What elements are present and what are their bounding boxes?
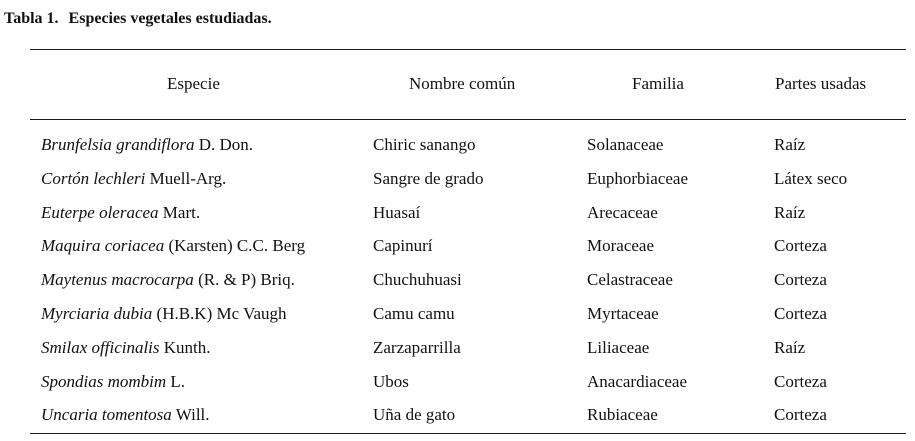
header-especie: Especie: [167, 74, 220, 93]
common-name-cell: Capinurí: [373, 236, 433, 256]
table-row: [0, 337, 915, 371]
species-name: Uncaria tomentosa: [41, 405, 172, 425]
part-used-cell: Corteza: [774, 303, 827, 323]
table-row: [0, 269, 915, 303]
species-authority: Muell-Arg.: [149, 168, 227, 188]
species-cell: [41, 372, 185, 392]
species-name: Maquira coriacea: [41, 236, 165, 256]
species-cell: [41, 169, 226, 189]
part-used-cell: Corteza: [774, 371, 827, 391]
table-row: [0, 202, 915, 236]
common-name-cell: Chuchuhuasi: [373, 270, 462, 290]
table-row: [0, 168, 915, 202]
table-row: [0, 235, 915, 269]
common-name-cell: Huasaí: [373, 202, 421, 222]
header-partes-usadas: Partes usadas: [775, 74, 867, 93]
family-cell: Euphorbiaceae: [587, 168, 688, 188]
table-title: Especies vegetales estudiadas.: [68, 10, 272, 27]
species-authority: L.: [170, 371, 186, 391]
table-row: [0, 371, 915, 405]
species-cell: [41, 405, 210, 425]
common-name-cell: Sangre de grado: [373, 168, 484, 188]
species-name: Euterpe oleracea: [41, 202, 159, 222]
common-name-cell: Zarzaparrilla: [373, 337, 461, 357]
header-nombre-comun: Nombre común: [409, 74, 516, 93]
species-authority: Mart.: [162, 202, 201, 222]
species-cell: [41, 203, 200, 223]
family-cell: Liliaceae: [587, 337, 650, 357]
part-used-cell: Corteza: [774, 236, 827, 256]
species-name: Smilax officinalis: [41, 337, 160, 357]
family-cell: Celastraceae: [587, 270, 673, 290]
part-used-cell: Raíz: [774, 337, 806, 357]
species-authority: (H.B.K) Mc Vaugh: [156, 303, 287, 323]
family-cell: Solanaceae: [587, 135, 664, 154]
family-cell: Arecaceae: [587, 202, 658, 222]
species-name: Spondias mombim: [41, 371, 167, 391]
bottom-rule: [30, 433, 906, 434]
species-name: Maytenus macrocarpa: [41, 270, 194, 290]
part-used-cell: Látex seco: [774, 168, 848, 188]
part-used-cell: Corteza: [774, 270, 827, 290]
common-name-cell: Camu camu: [373, 303, 455, 323]
species-authority: Kunth.: [163, 337, 211, 357]
family-cell: Moraceae: [587, 236, 655, 256]
table-body: [0, 134, 915, 438]
common-name-cell: Ubos: [373, 371, 409, 391]
species-cell: [41, 236, 305, 256]
species-cell: [41, 135, 253, 155]
part-used-cell: Corteza: [774, 405, 827, 425]
part-used-cell: Raíz: [774, 202, 806, 222]
table-row: [0, 134, 915, 168]
species-name: Brunfelsia grandiflora: [41, 135, 195, 154]
table-number: Tabla 1.: [4, 10, 59, 27]
header-familia: Familia: [632, 74, 684, 93]
species-authority: Will.: [175, 405, 210, 425]
species-authority: D. Don.: [198, 135, 254, 154]
table-caption: [4, 10, 272, 28]
common-name-cell: Uña de gato: [373, 405, 456, 425]
table-header: [0, 74, 915, 94]
species-cell: [41, 270, 295, 290]
family-cell: Anacardiaceae: [587, 371, 688, 391]
part-used-cell: Raíz: [774, 135, 806, 154]
species-name: Myrciaria dubia: [41, 303, 153, 323]
species-cell: [41, 338, 211, 358]
species-cell: [41, 304, 287, 324]
species-authority: (R. & P) Briq.: [198, 270, 295, 290]
species-name: Cortón lechleri: [41, 168, 146, 188]
table-row: [0, 303, 915, 337]
family-cell: Myrtaceae: [587, 303, 659, 323]
species-authority: (Karsten) C.C. Berg: [168, 236, 306, 256]
top-rule: [30, 49, 906, 50]
family-cell: Rubiaceae: [587, 405, 658, 425]
header-rule: [30, 119, 906, 120]
common-name-cell: Chiric sanango: [373, 135, 476, 154]
